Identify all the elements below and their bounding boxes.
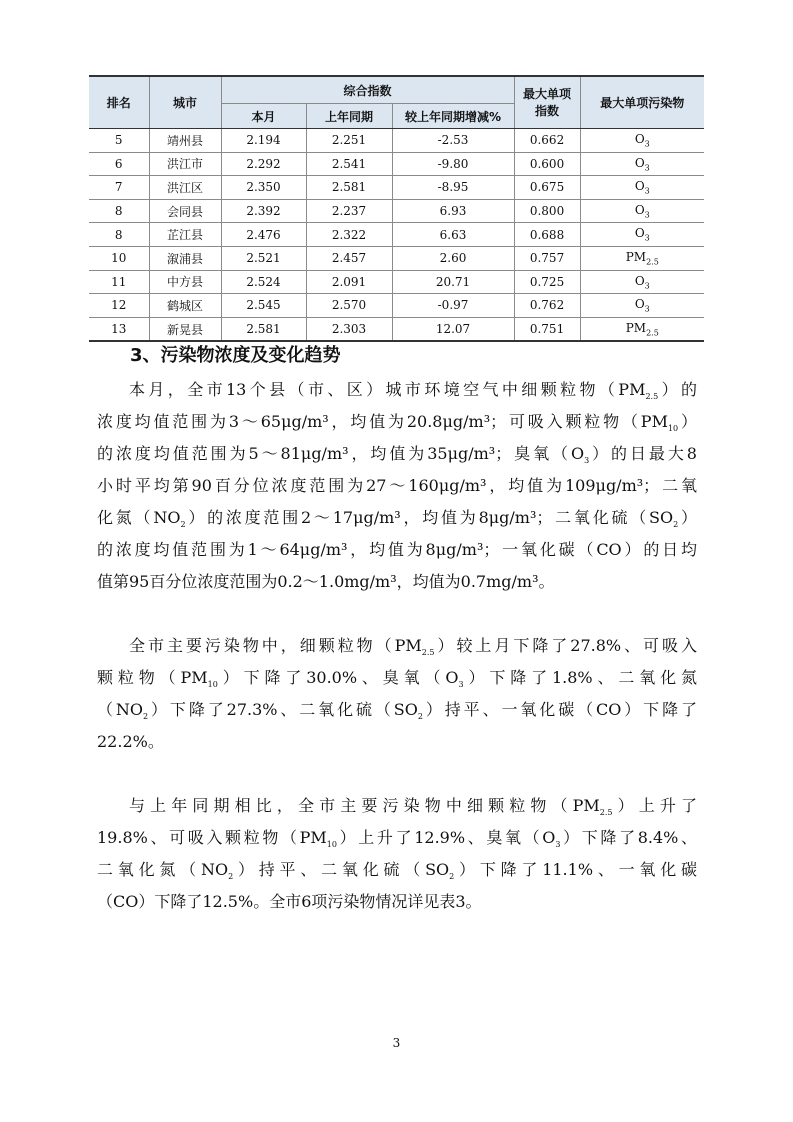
pollutant-cell <box>580 223 704 247</box>
max-index-cell: 0.757 <box>514 246 580 270</box>
last-year-cell: 2.541 <box>306 152 392 176</box>
max-index-cell: 0.688 <box>514 223 580 247</box>
city-cell: 鹤城区 <box>149 294 221 318</box>
last-year-cell: 2.457 <box>306 246 392 270</box>
change-cell: -8.95 <box>392 176 514 200</box>
city-cell: 芷江县 <box>149 223 221 247</box>
table-row <box>89 129 704 153</box>
change-cell: 12.07 <box>392 317 514 341</box>
header-city: 城市 <box>149 76 221 129</box>
this-month-cell: 2.350 <box>221 176 306 200</box>
pollutant-name: O <box>634 132 645 147</box>
last-year-cell: 2.581 <box>306 176 392 200</box>
this-month-cell: 2.392 <box>221 199 306 223</box>
last-year-cell: 2.251 <box>306 129 392 153</box>
this-month-cell: 2.524 <box>221 270 306 294</box>
header-rank: 排名 <box>89 76 149 129</box>
air-quality-ranking-table <box>89 75 704 342</box>
paragraph <box>97 630 697 758</box>
max-index-cell: 0.800 <box>514 199 580 223</box>
pollutant-cell <box>580 129 704 153</box>
paragraph <box>97 374 697 598</box>
header-change: 较上年同期增减% <box>392 104 514 129</box>
paragraph-line: 全市主要污染物中，细颗粒物$(PM_{2.5})$较上月下降了27.8%、可吸入 <box>129 636 697 658</box>
pollutant-subscript: 3 <box>644 139 650 149</box>
pollutant-name: O <box>634 179 645 194</box>
last-year-cell: 2.237 <box>306 199 392 223</box>
max-index-cell: 0.725 <box>514 270 580 294</box>
pollutant-name: O <box>634 297 645 312</box>
change-cell: 6.93 <box>392 199 514 223</box>
city-cell: 靖州县 <box>149 129 221 153</box>
paragraph <box>97 790 697 918</box>
table-row <box>89 223 704 247</box>
pollutant-subscript: 3 <box>644 304 650 314</box>
pollutant-cell <box>580 199 704 223</box>
pollutant-subscript: 3 <box>644 233 650 243</box>
table-row <box>89 270 704 294</box>
this-month-cell: 2.476 <box>221 223 306 247</box>
last-year-cell: 2.091 <box>306 270 392 294</box>
change-cell: 20.71 <box>392 270 514 294</box>
table-row <box>89 199 704 223</box>
pollutant-name: O <box>634 226 645 241</box>
change-cell: -9.80 <box>392 152 514 176</box>
pollutant-cell <box>580 176 704 200</box>
max-index-cell: 0.600 <box>514 152 580 176</box>
this-month-cell: 2.545 <box>221 294 306 318</box>
paragraph-line: 的浓度均值范围为1～64μg/m³，均值为8μg/m³；一氧化碳（CO）的日均 <box>97 540 697 559</box>
change-cell: 2.60 <box>392 246 514 270</box>
rank-cell: 6 <box>89 152 149 176</box>
pollutant-name: PM <box>625 250 647 265</box>
rank-cell: 11 <box>89 270 149 294</box>
table-row <box>89 176 704 200</box>
pollutant-subscript: 3 <box>644 210 650 220</box>
paragraph-line: 本月，全市13个县（市、区）城市环境空气中细颗粒物$(PM_{2.5})$的 <box>129 380 697 402</box>
header-last-year: 上年同期 <box>306 104 392 129</box>
table-row <box>89 317 704 341</box>
this-month-cell: 2.581 <box>221 317 306 341</box>
paragraph-line: 浓度均值范围为3～65μg/m³，均值为20.8μg/m³；可吸入颗粒物$(PM_{10})$ <box>97 412 697 434</box>
page-number: 3 <box>392 1036 401 1050</box>
table-row <box>89 246 704 270</box>
last-year-cell: 2.303 <box>306 317 392 341</box>
pollutant-subscript: 3 <box>644 186 650 196</box>
paragraph-line: 值第95百分位浓度范围为0.2～1.0mg/m³，均值为0.7mg/m³。 <box>97 572 555 591</box>
change-cell: 6.63 <box>392 223 514 247</box>
city-cell: 洪江区 <box>149 176 221 200</box>
rank-cell: 5 <box>89 129 149 153</box>
paragraph-line: 化氮$(NO_2)$的浓度范围2～17μg/m³，均值为8μg/m³；二氧化硫$(SO_2)$ <box>97 508 697 530</box>
max-index-cell: 0.751 <box>514 317 580 341</box>
paragraph-line: 22.2%。 <box>97 732 164 751</box>
max-index-cell: 0.675 <box>514 176 580 200</box>
pollutant-subscript: 2.5 <box>646 328 659 338</box>
section-title: 3、污染物浓度及变化趋势 <box>130 345 341 366</box>
pollutant-name: PM <box>625 320 647 335</box>
city-cell: 新晃县 <box>149 317 221 341</box>
rank-cell: 7 <box>89 176 149 200</box>
paragraph-line: 小时平均第90百分位浓度范围为27～160μg/m³，均值为109μg/m³；二氧 <box>97 476 697 495</box>
pollutant-cell <box>580 317 704 341</box>
city-cell: 洪江市 <box>149 152 221 176</box>
paragraph-line: （CO）下降了12.5%。全市6项污染物情况详见表3。 <box>97 892 482 911</box>
max-index-cell: 0.662 <box>514 129 580 153</box>
pollutant-name: O <box>634 273 645 288</box>
paragraph-line: 19.8%、可吸入颗粒物$(PM_{10})$上升了12.9%、臭氧$(O_3)$下降了8.4%、 <box>97 828 697 850</box>
rank-cell: 8 <box>89 199 149 223</box>
city-cell: 中方县 <box>149 270 221 294</box>
paragraph-line: 与上年同期相比，全市主要污染物中细颗粒物$(PM_{2.5})$上升了 <box>129 796 697 818</box>
pollutant-name: O <box>634 155 645 170</box>
this-month-cell: 2.194 <box>221 129 306 153</box>
pollutant-cell <box>580 152 704 176</box>
last-year-cell: 2.570 <box>306 294 392 318</box>
this-month-cell: 2.521 <box>221 246 306 270</box>
table-body <box>89 129 704 342</box>
pollutant-name: O <box>634 202 645 217</box>
this-month-cell: 2.292 <box>221 152 306 176</box>
table-row <box>89 294 704 318</box>
pollutant-cell <box>580 294 704 318</box>
city-cell: 溆浦县 <box>149 246 221 270</box>
table-row <box>89 152 704 176</box>
change-cell: -0.97 <box>392 294 514 318</box>
header-this-month: 本月 <box>221 104 306 129</box>
header-composite-index: 综合指数 <box>221 76 514 104</box>
pollutant-cell <box>580 270 704 294</box>
rank-cell: 13 <box>89 317 149 341</box>
paragraph-line: 颗粒物$(PM_{10})$下降了30.0%、臭氧$(O_3)$下降了1.8%、二氧化氮 <box>97 668 697 690</box>
header-max-index: 最大单项指数 <box>514 76 580 129</box>
pollutant-subscript: 3 <box>644 281 650 291</box>
air-quality-ranking-table-container <box>89 75 704 342</box>
paragraph-line: 的浓度均值范围为5～81μg/m³，均值为35μg/m³；臭氧$(O_3)$的日最大8 <box>97 444 697 466</box>
paragraph-line: $(NO_2)$下降了27.3%、二氧化硫$(SO_2)$持平、一氧化碳（CO）下降了 <box>97 700 697 722</box>
change-cell: -2.53 <box>392 129 514 153</box>
rank-cell: 10 <box>89 246 149 270</box>
pollutant-cell <box>580 246 704 270</box>
pollutant-subscript: 3 <box>644 163 650 173</box>
pollutant-subscript: 2.5 <box>646 257 659 267</box>
rank-cell: 12 <box>89 294 149 318</box>
city-cell: 会同县 <box>149 199 221 223</box>
paragraph-line: 二氧化氮$(NO_2)$持平、二氧化硫$(SO_2)$下降了11.1%、一氧化碳 <box>97 860 697 882</box>
header-max-pollutant: 最大单项污染物 <box>580 76 704 129</box>
last-year-cell: 2.322 <box>306 223 392 247</box>
max-index-cell: 0.762 <box>514 294 580 318</box>
rank-cell: 8 <box>89 223 149 247</box>
